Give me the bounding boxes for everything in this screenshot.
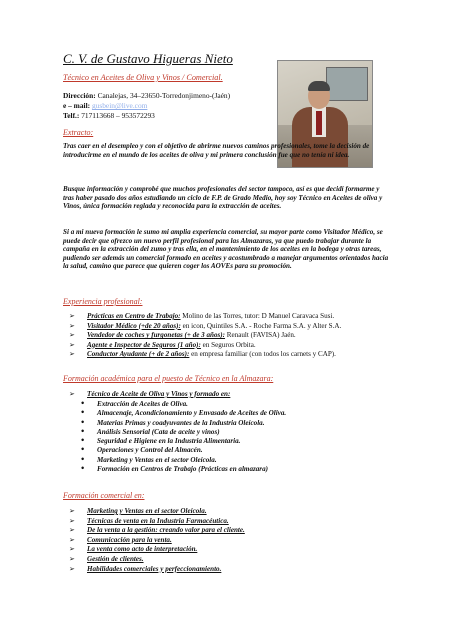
bullet-dot-icon: • bbox=[81, 416, 85, 427]
list-item: ➢ Visitador Médico (+de 20 años): en icon, Quintiles S.A. - Roche Farma S.A. y Alter S.A. bbox=[69, 321, 342, 330]
bullet-dot-icon: • bbox=[81, 425, 85, 436]
list-item: • Operaciones y Control del Almacén. bbox=[81, 444, 203, 455]
list-item: ➢ Prácticas en Centro de Trabajo: Molino de las Torres, tutor: D Manuel Caravaca Susi. bbox=[69, 312, 335, 320]
list-item: • Seguridad e Higiene en la Industria Alimentaria. bbox=[81, 435, 241, 446]
list-item: • Almacenaje, Acondicionamiento y Envasado de Aceites de Oliva. bbox=[81, 407, 287, 418]
bullet-dot-icon: • bbox=[81, 463, 85, 474]
arrow-bullet-icon: ➢ bbox=[69, 526, 75, 535]
cv-title: C. V. de Gustavo Higueras Nieto bbox=[63, 51, 233, 66]
arrow-bullet-icon: ➢ bbox=[69, 554, 75, 563]
list-item: ➢ De la venta a la gestión: creando valor para el cliente. bbox=[69, 526, 245, 535]
list-item: ➢ Gestión de clientes. bbox=[69, 554, 144, 563]
experiencia-list bbox=[63, 312, 393, 360]
formacion-academica-list bbox=[79, 400, 399, 474]
arrow-bullet-icon: ➢ bbox=[69, 390, 75, 398]
list-item: • Extracción de Aceites de Oliva. bbox=[81, 398, 188, 408]
bullet-dot-icon: • bbox=[81, 435, 85, 446]
list-item: ➢ Conductor Ayudante (+ de 2 años): en empresa familiar (con todos los carnets y CAP). bbox=[69, 350, 336, 359]
photo-person-tie bbox=[316, 111, 322, 135]
arrow-bullet-icon: ➢ bbox=[69, 564, 75, 573]
photo-wall-picture bbox=[326, 67, 368, 101]
extracto-heading: Extracto: bbox=[63, 128, 94, 137]
arrow-bullet-icon: ➢ bbox=[69, 535, 75, 544]
bullet-dot-icon: • bbox=[81, 407, 85, 418]
extracto-paragraph-2: Busque información y comprobé que muchos profesionales del sector tampoco, así es que decidí formarme y tras haber pasado dos años estudiando un ciclo de F.P. de Grado Medio, hoy soy Técnico en Aceites de oliva y Vinos, única formación reglada y reconocida para la extracción de aceites. bbox=[63, 185, 383, 211]
list-item: ➢ Agente e Inspector de Seguros (1 año): en Seguros Orbita. bbox=[69, 340, 256, 349]
list-item: ➢ Vendedor de coches y furgonetas (+ de 3 años): Renault (FAVISA) Jaén. bbox=[69, 331, 296, 340]
arrow-bullet-icon: ➢ bbox=[69, 340, 75, 349]
list-item: ➢ Marketing y Ventas en el sector Oleícola. bbox=[69, 507, 207, 515]
bullet-dot-icon: • bbox=[81, 453, 85, 464]
list-item: ➢ Habilidades comerciales y perfeccionamiento. bbox=[69, 564, 222, 573]
address-value: Canalejas, 34–23650-Torredonjimeno-(Jaén) bbox=[97, 91, 231, 100]
list-item: ➢ Técnico de Aceite de Oliva y Vinos y formado en: bbox=[69, 390, 231, 398]
contact-block bbox=[63, 91, 263, 122]
address-label: Dirección: bbox=[63, 91, 96, 100]
email-line bbox=[63, 101, 263, 111]
experiencia-heading: Experiencia profesional: bbox=[63, 297, 143, 306]
bullet-dot-icon: • bbox=[81, 398, 85, 408]
list-item: • Formación en Centros de Trabajo (Prácticas en almazara) bbox=[81, 463, 268, 474]
list-item: • Marketing y Ventas en el sector Oleícola. bbox=[81, 453, 217, 464]
email-link[interactable]: gusbein@live.com bbox=[91, 101, 148, 111]
formacion-academica-main bbox=[63, 390, 393, 400]
arrow-bullet-icon: ➢ bbox=[69, 350, 75, 359]
list-item: ➢ Técnicas de venta en la Industria Farmacéutica. bbox=[69, 516, 229, 525]
formacion-comercial-heading: Formación comercial en: bbox=[63, 491, 145, 500]
phone-label: Telf.: bbox=[63, 111, 80, 121]
formacion-comercial-list bbox=[63, 507, 393, 574]
phone-line bbox=[63, 111, 263, 121]
formacion-academica-heading: Formación académica para el puesto de Técnico en la Almazara: bbox=[63, 374, 274, 383]
list-item: • Materias Primas y coadyuvantes de la Industria Oleícola. bbox=[81, 416, 265, 427]
list-item: • Análisis Sensorial (Cata de aceite y vinos) bbox=[81, 425, 220, 436]
arrow-bullet-icon: ➢ bbox=[69, 516, 75, 525]
arrow-bullet-icon: ➢ bbox=[69, 321, 75, 330]
bullet-dot-icon: • bbox=[81, 444, 85, 455]
extracto-paragraph-1: Tras caer en el desempleo y con el objetivo de abrirme nuevos caminos profesionales, tome la decisión de introducirme en el mundo de los aceites de oliva y mi primera conclusión fue que no tenía ni idea. bbox=[63, 142, 370, 159]
arrow-bullet-icon: ➢ bbox=[69, 331, 75, 340]
list-item: ➢ La venta como acto de interpretación. bbox=[69, 545, 198, 554]
cv-subtitle: Técnico en Aceites de Oliva y Vinos / Comercial. bbox=[63, 73, 223, 82]
extracto-paragraph-3: Si a mi nueva formación le sumo mi amplia experiencia comercial, su mayor parte como Visitador Médico, se puede decir que ofrezco un nuevo perfil profesional para las Almazaras, ya que puedo trabajar durante la campaña en la extracción del zumo y tras ella, en el mantenimiento de los aceites en la bodega y otras tareas, pudiendo ser además un comercial formado en aceites y acostumbrado a manejar argumentos orientados hacia la salud, camino que parece que quieren coger los AOVEs para su promoción. bbox=[63, 228, 389, 271]
arrow-bullet-icon: ➢ bbox=[69, 507, 75, 515]
email-label: e – mail: bbox=[63, 101, 91, 111]
arrow-bullet-icon: ➢ bbox=[69, 312, 75, 320]
arrow-bullet-icon: ➢ bbox=[69, 545, 75, 554]
list-item: ➢ Comunicación para la venta. bbox=[69, 535, 172, 544]
phone-value: 717113668 – 953572293 bbox=[81, 111, 155, 121]
address-line bbox=[63, 91, 263, 101]
photo-person-hair bbox=[308, 81, 330, 91]
